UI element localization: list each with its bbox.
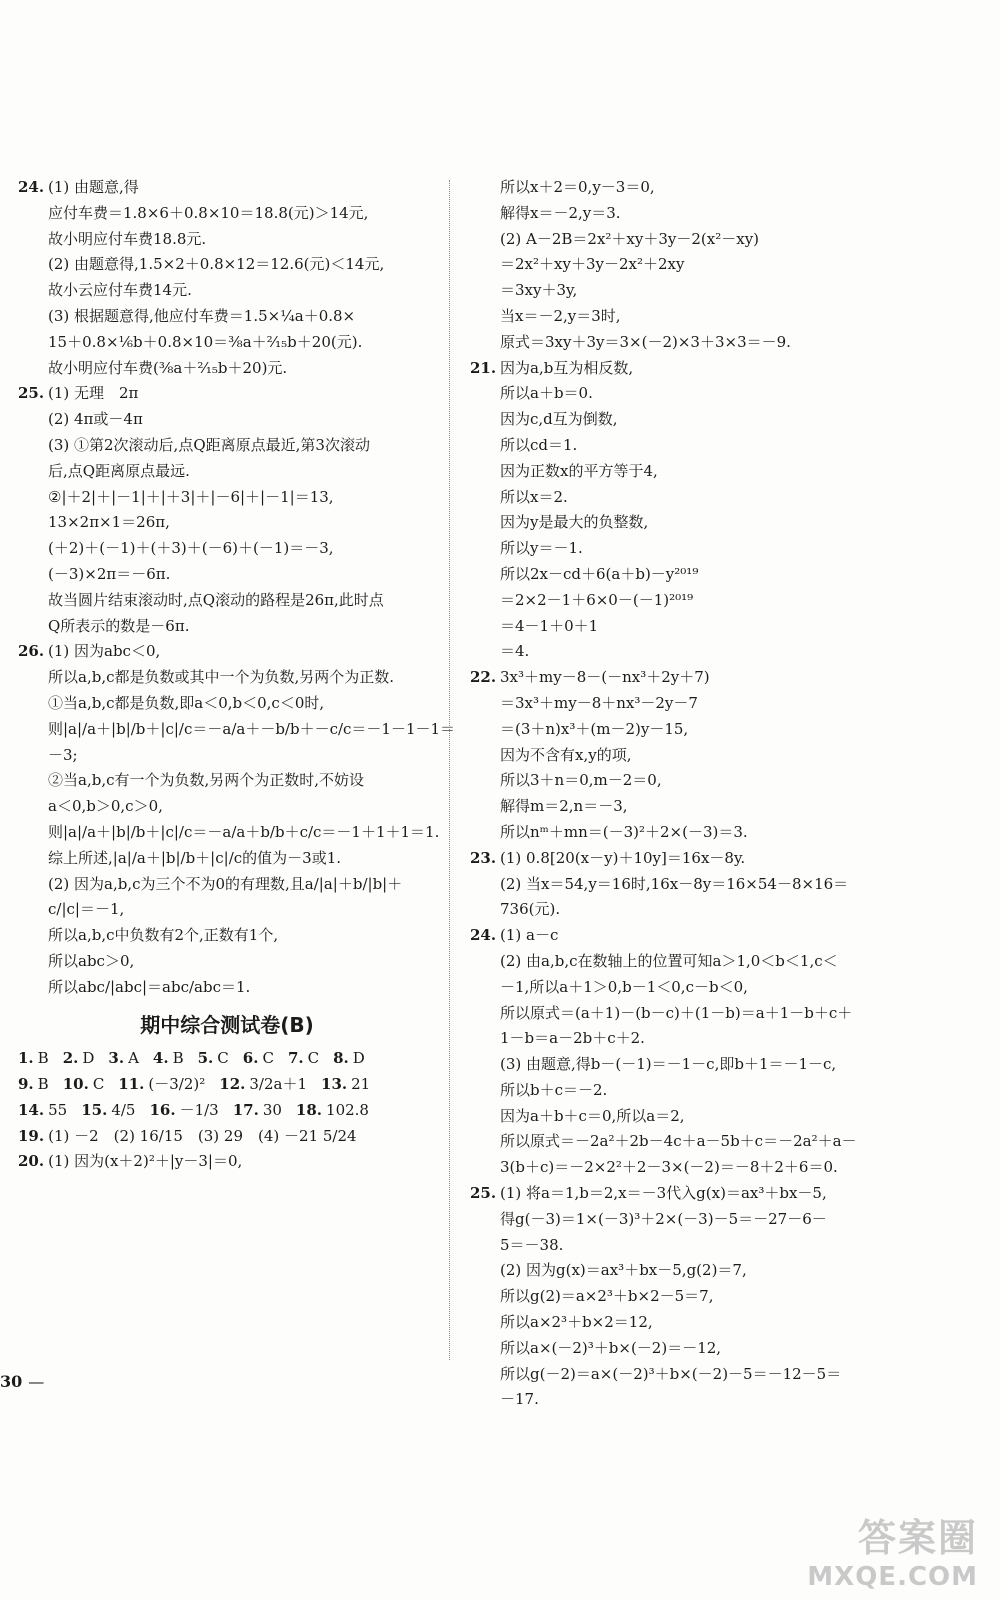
answer-text: ＝4－1＋0＋1 (500, 616, 599, 635)
answer-line (470, 330, 890, 356)
answer-line (18, 820, 440, 846)
answer-line (470, 1362, 890, 1388)
answer-text: 则|a|/a＋|b|/b＋|c|/c＝－a/a＋－b/b＋－c/c＝－1－1－1＝ (48, 719, 456, 738)
page-number: 30 — (0, 1372, 45, 1391)
answer-value: 102.8 (326, 1100, 369, 1119)
answer-text: 当x＝－2,y＝3时, (500, 306, 621, 325)
answer-line (470, 639, 890, 665)
question-number: 24. (470, 926, 497, 945)
answer-line (470, 1387, 890, 1413)
answer-line (18, 433, 436, 459)
answer-text: 故小明应付车费(⅜a＋²⁄₁₅b＋20)元. (48, 358, 288, 377)
answer-text: 应付车费＝1.8×6＋0.8×10＝18.8(元)＞14元, (48, 203, 369, 222)
answer-value: C (262, 1049, 274, 1068)
answer-text: c/|c|＝－1, (48, 900, 125, 919)
left-column (18, 175, 456, 1175)
question-number: 10. (62, 1075, 89, 1094)
answer-line (470, 717, 890, 743)
answer-text: 后,点Q距离原点最远. (48, 461, 190, 480)
answer-row (18, 1098, 436, 1124)
answer-text: ＝3x³＋my－8＋nx³－2y－7 (500, 693, 698, 712)
answer-text: 所以a,b,c中负数有2个,正数有1个, (48, 926, 279, 945)
question-number: 9. (18, 1075, 34, 1094)
answer-line (470, 897, 890, 923)
answer-value: D (352, 1049, 365, 1068)
answer-line (470, 1310, 890, 1336)
answer-line (18, 227, 436, 253)
answer-line (18, 897, 436, 923)
answer-line (470, 1026, 890, 1052)
question-number: 5. (197, 1049, 214, 1068)
question-number: 12. (219, 1075, 246, 1094)
answer-text: (1) 将a＝1,b＝2,x＝－3代入g(x)＝ax³＋bx－5, (500, 1184, 827, 1203)
answer-line (470, 665, 890, 691)
answer-text: 3x³＋my－8－(－nx³＋2y＋7) (500, 668, 710, 687)
answer-text: 所以abc/|abc|＝abc/abc＝1. (48, 977, 251, 996)
answer-line (18, 949, 436, 975)
answer-line (470, 975, 890, 1001)
answer-line (470, 1129, 890, 1155)
answer-text: 故小云应付车费14元. (48, 281, 192, 300)
column-divider (449, 180, 450, 1360)
answer-line (470, 1181, 890, 1207)
answer-line (18, 407, 436, 433)
question-number: 3. (108, 1049, 125, 1068)
answer-text: －1,所以a＋1＞0,b－1＜0,c－b＜0, (500, 977, 748, 996)
answer-text: ＝2x²＋xy＋3y－2x²＋2xy (500, 255, 685, 274)
answer-line (470, 1258, 890, 1284)
answer-line (470, 201, 890, 227)
answer-line (470, 227, 890, 253)
answer-value: 3/2a＋1 (249, 1075, 308, 1094)
answer-value: C (92, 1075, 105, 1094)
section-title: 期中综合测试卷(B) (140, 1012, 314, 1037)
answer-text: 所以b＋c＝－2. (500, 1080, 608, 1099)
answer-line (470, 820, 890, 846)
question-number: 1. (18, 1049, 34, 1068)
answer-text: 所以nᵐ＋mn＝(－3)²＋2×(－3)＝3. (500, 822, 748, 841)
answer-text: －3; (48, 745, 78, 764)
answer-line (470, 743, 890, 769)
answer-value: C (217, 1049, 229, 1068)
question-number: 14. (18, 1100, 45, 1119)
answer-text: (－3)×2π＝－6π. (48, 564, 171, 583)
answer-line (470, 614, 890, 640)
answer-text: 所以cd＝1. (500, 435, 578, 454)
question-number: 13. (321, 1075, 348, 1094)
answer-text: 解得m＝2,n＝－3, (500, 797, 628, 816)
answer-text: Q所表示的数是－6π. (48, 616, 190, 635)
answer-row (18, 1046, 436, 1072)
answer-value: －1/3 (179, 1100, 219, 1119)
answer-text: 解得x＝－2,y＝3. (500, 203, 621, 222)
answer-line (470, 433, 890, 459)
watermark-title: 答案圈 (857, 1516, 978, 1560)
answer-line (18, 201, 436, 227)
answer-text: 得g(－3)＝1×(－3)³＋2×(－3)－5＝－27－6－ (500, 1209, 827, 1228)
answer-text: (2) A－2B＝2x²＋xy＋3y－2(x²－xy) (500, 229, 760, 248)
question-number: 24. (18, 178, 45, 196)
answer-text: ＝4. (500, 642, 530, 661)
answer-text: 所以x＝2. (500, 487, 568, 506)
question-number: 15. (81, 1100, 108, 1119)
question-number: 21. (470, 358, 497, 377)
answer-line (18, 743, 436, 769)
question-number: 25. (470, 1184, 497, 1203)
watermark-url: MXQE.COM (807, 1562, 978, 1592)
answer-text: 所以a,b,c都是负数或其中一个为负数,另两个为正数. (48, 668, 395, 687)
answer-line (470, 485, 890, 511)
answer-line (470, 949, 890, 975)
answer-text: 所以x＋2＝0,y－3＝0, (500, 178, 655, 196)
answer-line (470, 794, 890, 820)
answer-line (470, 510, 890, 536)
answer-value: (1) －2 (2) 16/15 (3) 29 (4) －21 5/24 (48, 1126, 357, 1145)
answer-text: (1) 由题意,得 (48, 178, 139, 196)
answer-text: 所以y＝－1. (500, 539, 583, 558)
answer-line (18, 923, 436, 949)
answer-line (470, 588, 890, 614)
right-column (470, 175, 890, 1413)
question-number: 2. (62, 1049, 79, 1068)
answer-line (18, 304, 436, 330)
answer-text: 所以g(－2)＝a×(－2)³＋b×(－2)－5＝－12－5＝ (500, 1364, 842, 1383)
answer-value: C (307, 1049, 320, 1068)
answer-text: 因为a,b互为相反数, (500, 358, 634, 377)
answer-text: 因为正数x的平方等于4, (500, 461, 658, 480)
answer-line (18, 381, 436, 407)
answer-line (18, 717, 456, 743)
answer-value: A (128, 1049, 139, 1068)
answer-text: ＝2×2－1＋6×0－(－1)²⁰¹⁹ (500, 590, 694, 609)
question-number: 22. (470, 668, 497, 687)
answer-text: 所以abc＞0, (48, 951, 135, 970)
answer-text: (3) 由题意,得b－(－1)＝－1－c,即b＋1＝－1－c, (500, 1055, 837, 1074)
answer-text: 5＝－38. (500, 1235, 564, 1254)
answer-text: (3) ①第2次滚动后,点Q距离原点最近,第3次滚动 (48, 435, 370, 454)
answer-text: 736(元). (500, 900, 561, 919)
answer-text: 所以g(2)＝a×2³＋b×2－5＝7, (500, 1287, 714, 1306)
answer-text: ②当a,b,c有一个为负数,另两个为正数时,不妨设 (48, 771, 365, 790)
answer-text: 15＋0.8×⅙b＋0.8×10＝⅜a＋²⁄₁₅b＋20(元). (48, 332, 363, 351)
answer-line (18, 614, 436, 640)
answer-line (470, 381, 890, 407)
question-number: 6. (242, 1049, 259, 1068)
answer-text: ＝(3＋n)x³＋(m－2)y－15, (500, 719, 689, 738)
answer-line (470, 304, 890, 330)
answer-row (18, 1124, 436, 1150)
answer-line (18, 459, 436, 485)
answer-line (470, 872, 890, 898)
answer-text: (2) 因为a,b,c为三个不为0的有理数,且a/|a|＋b/|b|＋ (48, 874, 403, 893)
answer-text: a＜0,b＞0,c＞0, (48, 797, 163, 816)
answer-value: 21 (351, 1075, 371, 1094)
answer-line (470, 356, 890, 382)
answer-text: 因为c,d互为倒数, (500, 410, 618, 429)
answer-text: －17. (500, 1390, 539, 1409)
question-number: 20. (18, 1152, 45, 1171)
question-number: 18. (295, 1100, 323, 1119)
question-number: 26. (18, 642, 45, 661)
answer-value: B (172, 1049, 184, 1068)
answer-line (470, 846, 890, 872)
answer-line (470, 278, 890, 304)
answer-line (470, 562, 890, 588)
answer-value: 4/5 (111, 1100, 136, 1119)
question-number: 17. (232, 1100, 259, 1119)
answer-line (18, 794, 436, 820)
answer-text: 综上所述,|a|/a＋|b|/b＋|c|/c的值为－3或1. (48, 848, 341, 867)
answer-text: ②|＋2|＋|－1|＋|＋3|＋|－6|＋|－1|＝13, (48, 487, 334, 506)
answer-text: (3) 根据题意得,他应付车费＝1.5×¼a＋0.8× (48, 306, 356, 325)
answer-line (18, 510, 436, 536)
answer-text: 因为不含有x,y的项, (500, 745, 632, 764)
answer-line (18, 562, 436, 588)
answer-text: ＝3xy＋3y, (500, 281, 578, 300)
answer-line (18, 639, 436, 665)
answer-value: (－3/2)² (148, 1075, 206, 1094)
answer-text: (1) 无理 2π (48, 384, 139, 403)
question-number: 7. (287, 1049, 304, 1068)
question-number: 16. (149, 1100, 176, 1119)
answer-line (18, 665, 436, 691)
answer-value: B (37, 1075, 49, 1094)
answer-text: (2) 当x＝54,y＝16时,16x－8y＝16×54－8×16＝ (500, 874, 849, 893)
answer-line (470, 1336, 890, 1362)
answer-value: D (82, 1049, 95, 1068)
answer-value: 55 (48, 1100, 68, 1119)
answer-text: 所以原式＝(a＋1)－(b－c)＋(1－b)＝a＋1－b＋c＋ (500, 1003, 853, 1022)
answer-text: 原式＝3xy＋3y＝3×(－2)×3＋3×3＝－9. (500, 332, 791, 351)
answer-line (470, 1207, 890, 1233)
question-number: 4. (152, 1049, 169, 1068)
answer-line (470, 768, 890, 794)
answer-text: (2) 4π或－4π (48, 410, 143, 429)
answer-text: (1) 因为abc＜0, (48, 642, 161, 661)
answer-text: 故当圆片结束滚动时,点Q滚动的路程是26π,此时点 (48, 590, 384, 609)
answer-text: 因为a＋b＋c＝0,所以a＝2, (500, 1106, 685, 1125)
answer-line (18, 356, 436, 382)
answer-text: (1) 0.8[20(x－y)＋10y]＝16x－8y. (500, 848, 746, 867)
answer-line (470, 252, 890, 278)
answer-text: 因为y是最大的负整数, (500, 513, 649, 532)
question-number: 8. (333, 1049, 349, 1068)
answer-line (18, 846, 436, 872)
answer-row (18, 1072, 436, 1098)
answer-line (470, 1155, 890, 1181)
answer-line (470, 691, 890, 717)
answer-line (18, 175, 436, 201)
answer-value: 30 (262, 1100, 282, 1119)
question-number: 19. (18, 1126, 45, 1145)
answer-line (18, 691, 436, 717)
question-number: 25. (18, 384, 45, 403)
answer-line (18, 872, 436, 898)
answer-text: 所以a×(－2)³＋b×(－2)＝－12, (500, 1338, 722, 1357)
question-number: 11. (118, 1075, 145, 1094)
answer-line (470, 923, 890, 949)
answer-line (18, 485, 436, 511)
answer-text: 13×2π×1＝26π, (48, 513, 170, 532)
answer-line (18, 252, 436, 278)
answer-line (470, 536, 890, 562)
answer-text: (2) 由题意得,1.5×2＋0.8×12＝12.6(元)＜14元, (48, 255, 385, 274)
answer-line (18, 278, 436, 304)
answer-line (470, 1052, 890, 1078)
answer-line (18, 330, 436, 356)
answer-line (18, 768, 436, 794)
answer-text: 所以2x－cd＋6(a＋b)－y²⁰¹⁹ (500, 564, 699, 583)
answer-text: (＋2)＋(－1)＋(＋3)＋(－6)＋(－1)＝－3, (48, 539, 334, 558)
watermark (807, 1507, 978, 1592)
answer-line (470, 407, 890, 433)
answer-line (470, 175, 890, 201)
answer-text: 1－b＝a－2b＋c＋2. (500, 1029, 645, 1048)
answer-text: ①当a,b,c都是负数,即a＜0,b＜0,c＜0时, (48, 693, 325, 712)
answer-value: (1) 因为(x＋2)²＋|y－3|＝0, (48, 1152, 243, 1171)
answer-text: 所以3＋n＝0,m－2＝0, (500, 771, 662, 790)
answer-text: 所以原式＝－2a²＋2b－4c＋a－5b＋c＝－2a²＋a－ (500, 1132, 857, 1151)
answer-line (18, 588, 436, 614)
answer-text: 所以a＋b＝0. (500, 384, 593, 403)
answer-row (18, 1149, 436, 1175)
answer-line (470, 1001, 890, 1027)
answer-text: 故小明应付车费18.8元. (48, 229, 207, 248)
answer-line (18, 975, 436, 1001)
answer-line (470, 1284, 890, 1310)
answer-text: 3(b＋c)＝－2×2²＋2－3×(－2)＝－8＋2＋6＝0. (500, 1158, 838, 1177)
answer-text: 所以a×2³＋b×2＝12, (500, 1313, 653, 1332)
answer-value: B (37, 1049, 49, 1068)
answer-text: (2) 因为g(x)＝ax³＋bx－5,g(2)＝7, (500, 1261, 747, 1280)
question-number: 23. (470, 848, 497, 867)
answer-line (470, 1078, 890, 1104)
answer-text: (2) 由a,b,c在数轴上的位置可知a＞1,0＜b＜1,c＜ (500, 951, 838, 970)
answer-line (18, 536, 436, 562)
answer-line (470, 1104, 890, 1130)
answer-text: 则|a|/a＋|b|/b＋|c|/c＝－a/a＋b/b＋c/c＝－1＋1＋1＝1. (48, 822, 440, 841)
answer-line (470, 1233, 890, 1259)
answer-text: (1) a－c (500, 926, 559, 945)
answer-line (470, 459, 890, 485)
